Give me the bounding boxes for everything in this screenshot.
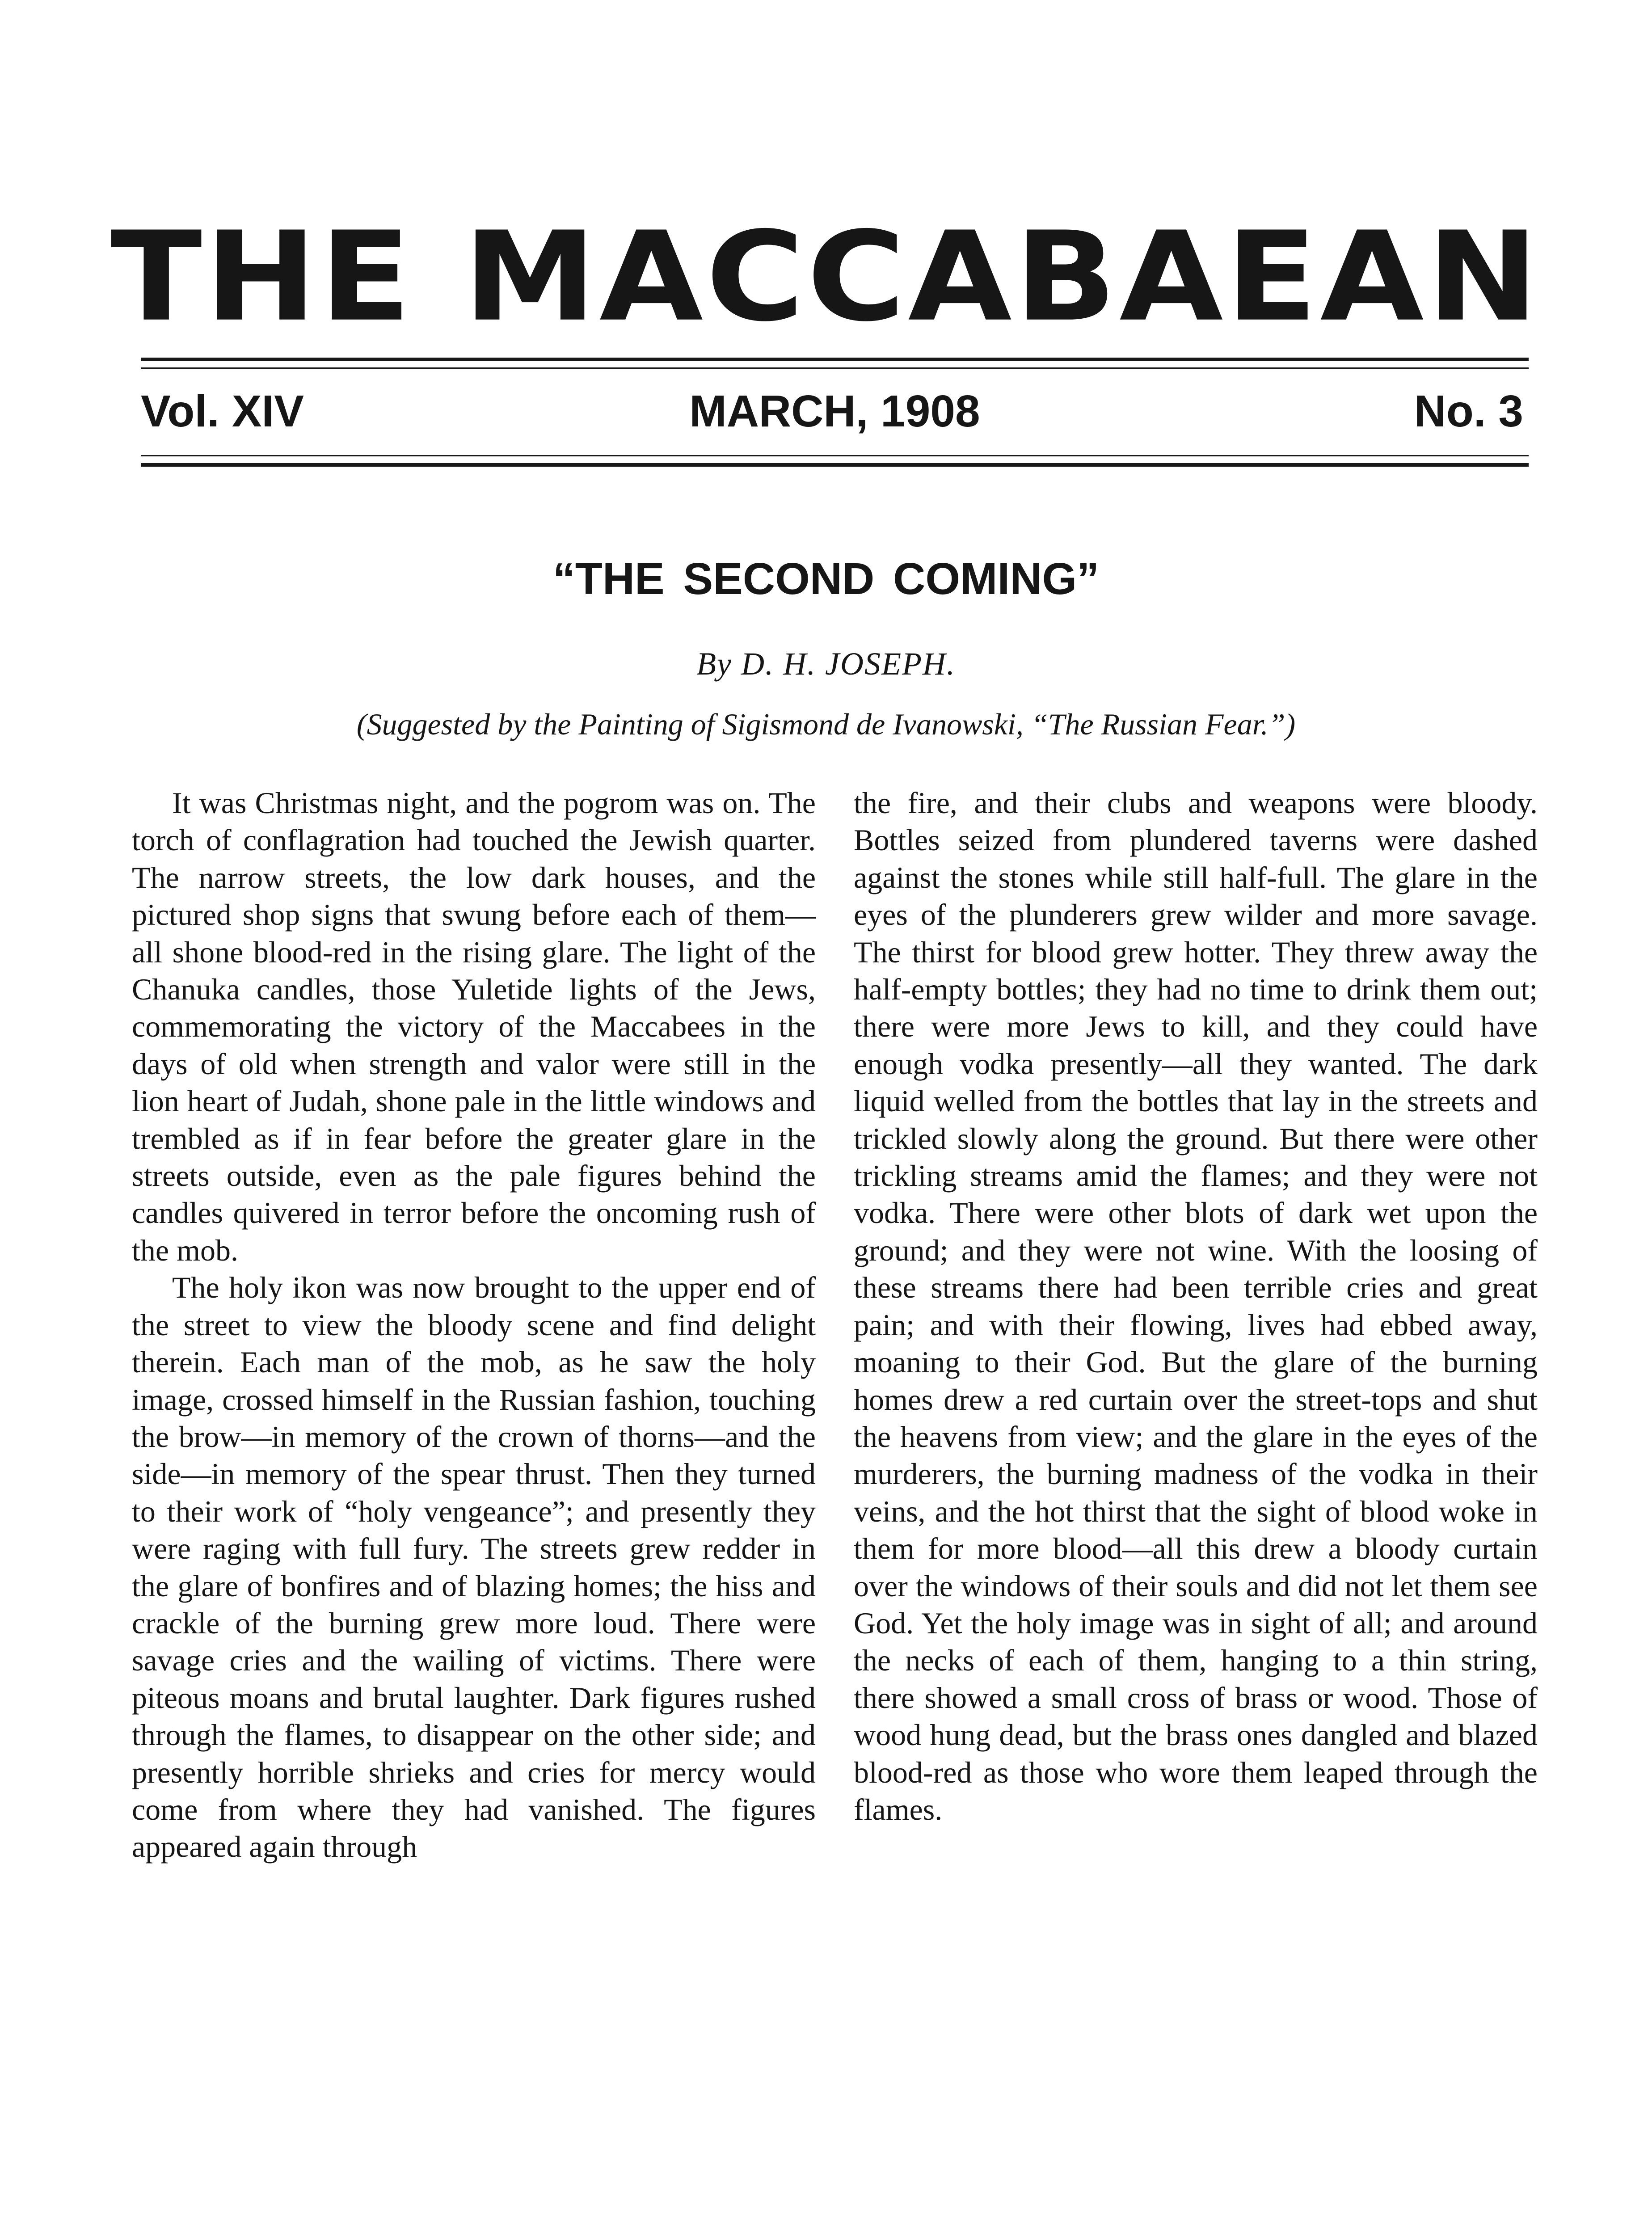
article-byline: By D. H. JOSEPH.	[696, 646, 956, 682]
bottom-rule-thick	[141, 463, 1529, 467]
left-column	[132, 784, 816, 1866]
issue-info-row	[141, 384, 1529, 438]
top-rule-thin	[141, 367, 1529, 369]
issue-number: No. 3	[1414, 386, 1523, 436]
top-rule-thick	[141, 358, 1529, 361]
issue-date: MARCH, 1908	[689, 386, 980, 436]
right-column	[854, 784, 1538, 1828]
masthead-title: THE MACCABAEAN	[110, 205, 1542, 349]
article-subtitle: (Suggested by the Painting of Sigismond de Ivanowski, “The Russian Fear.”)	[356, 707, 1296, 741]
article-title: “THE SECOND COMING”	[552, 554, 1100, 604]
paragraph: The holy ikon was now brought to the upper end of the street to view the bloody scene and find delight therein. Each man of the mob, as he saw the holy image, crossed himself in the Russian fashion, touching the brow—in memory of the crown of thorns—and the side—in memory of the spear thrust. Then they turned to their work of “holy vengeance”; and presently they were raging with full fury. The streets grew redder in the glare of bonfires and of blazing homes; the hiss and crackle of the burning grew more loud. There were savage cries and the wailing of victims. There were piteous moans and brutal laughter. Dark figures rushed through the flames, to disappear on the other side; and presently horrible shrieks and cries for mercy would come from where they had vanished. The figures appeared again through	[132, 1270, 816, 1864]
paragraph: It was Christmas night, and the pogrom was on. The torch of conflagration had touched the Jewish quarter. The narrow streets, the low dark houses, and the pictured shop signs that swung before each of them—all shone blood-red in the rising glare. The light of the Chanuka candles, those Yuletide lights of the Jews, commemorating the victory of the Maccabees in the days of old when strength and valor were still in the lion heart of Judah, shone pale in the little windows and trembled as if in fear before the greater glare in the streets outside, even as the pale figures behind the candles quivered in terror before the oncoming rush of the mob.	[132, 786, 816, 1267]
volume-label: Vol. XIV	[141, 386, 304, 436]
paragraph: the fire, and their clubs and weapons were bloody. Bottles seized from plundered taverns were dashed against the stones while still half-full. The glare in the eyes of the plunderers grew wilder and more savage. The thirst for blood grew hotter. They threw away the half-empty bottles; they had no time to drink them out; there were more Jews to kill, and they could have enough vodka presently—all they wanted. The dark liquid welled from the bottles that lay in the streets and trickled slowly along the ground. But there were other trickling streams amid the flames; and they were not vodka. There were other blots of dark wet upon the ground; and they were not wine. With the loosing of these streams there had been terrible cries and great pain; and with their flowing, lives had ebbed away, moaning to their God. But the glare of the burning homes drew a red curtain over the street-tops and shut the heavens from view; and the glare in the eyes of the murderers, the burning madness of the vodka in their veins, and the hot thirst that the sight of blood woke in them for more blood—all this drew a bloody curtain over the windows of their souls and did not let them see God. Yet the holy image was in sight of all; and around the necks of each of them, hanging to a thin string, there showed a small cross of brass or wood. Those of wood hung dead, but the brass ones dangled and blazed blood-red as those who wore them leaped through the flames.	[854, 786, 1538, 1826]
bottom-rule-thin	[141, 455, 1529, 456]
